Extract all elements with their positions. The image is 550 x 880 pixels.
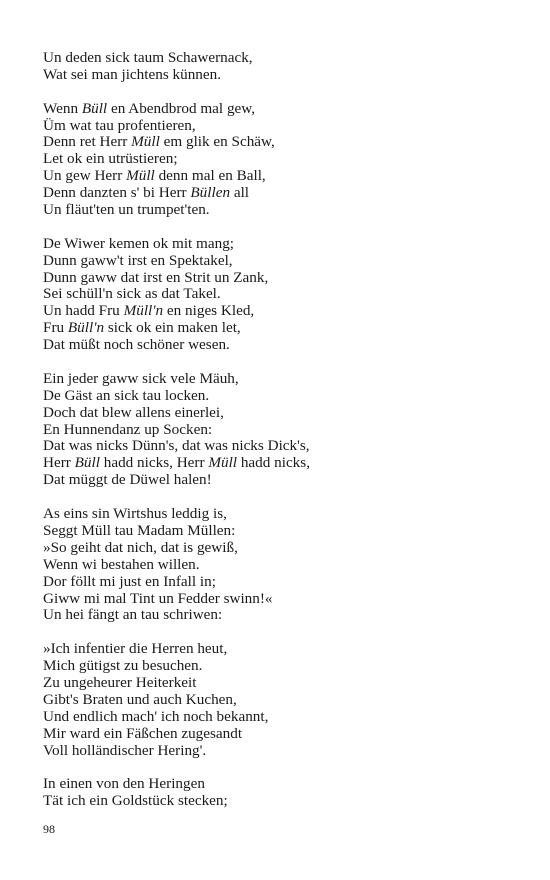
verse-line	[43, 574, 523, 591]
verse-line	[43, 101, 523, 118]
italic-name: Müll'n	[123, 302, 164, 320]
verse-line	[43, 253, 523, 270]
italic-name: Büll	[81, 99, 108, 117]
verse-text: Giww mi mal Tint un Fedder swinn!«	[43, 589, 273, 607]
verse-text: hadd nicks, Herr	[99, 454, 209, 472]
verse-text: Wenn wi bestahen willen.	[43, 555, 200, 573]
verse-text: Denn ret Herr	[43, 133, 132, 151]
verse-text: Ein jeder gaww sick vele Mäuh,	[43, 369, 239, 387]
verse-text: De Gäst an sick tau locken.	[43, 386, 210, 404]
verse-line	[43, 793, 523, 810]
verse-line	[43, 692, 523, 709]
verse-text: Voll holländischer Hering'.	[43, 741, 207, 759]
verse-line	[43, 743, 523, 760]
verse-text: Tät ich ein Goldstück stecken;	[43, 792, 228, 810]
verse-text: hadd nicks,	[237, 454, 310, 472]
verse-text: »So geiht dat nich, dat is gewiß,	[43, 538, 238, 556]
verse-text: en Abendbrod mal gew,	[107, 99, 256, 117]
verse-line	[43, 320, 523, 337]
verse-line	[43, 388, 523, 405]
verse-text: Dat was nicks Dünn's, dat was nicks Dick's,	[43, 437, 310, 455]
verse-text: em glik en Schäw,	[159, 133, 275, 151]
verse-line	[43, 151, 523, 168]
verse-text: Fru	[43, 319, 68, 337]
italic-name: Müll	[126, 167, 155, 185]
verse-line	[43, 337, 523, 354]
verse-line	[43, 607, 523, 624]
verse-text: Un hadd Fru	[43, 302, 124, 320]
stanza	[43, 101, 523, 219]
verse-text: Dor föllt mi just en Infall in;	[43, 572, 216, 590]
verse-line	[43, 134, 523, 151]
verse-line	[43, 118, 523, 135]
verse-text: Gibt's Braten und auch Kuchen,	[43, 690, 237, 708]
verse-line	[43, 523, 523, 540]
verse-text: Dunn gaww dat irst en Strit un Zank,	[43, 268, 269, 286]
stanza	[43, 641, 523, 759]
verse-text: En Hunnendanz up Socken:	[43, 420, 213, 438]
verse-text: Mir ward ein Fäßchen zugesandt	[43, 724, 243, 742]
verse-text: »Ich infentier die Herren heut,	[43, 640, 228, 658]
verse-line	[43, 557, 523, 574]
verse-line	[43, 270, 523, 287]
verse-line	[43, 472, 523, 489]
italic-name: Müll	[131, 133, 160, 151]
verse-text: Un fläut'ten un trumpet'ten.	[43, 201, 210, 219]
stanza	[43, 506, 523, 624]
verse-text: Üm wat tau profentieren,	[43, 116, 196, 134]
verse-text: sick ok ein maken let,	[104, 319, 241, 337]
verse-line	[43, 438, 523, 455]
verse-text: Dat müßt noch schöner wesen.	[43, 336, 230, 354]
verse-text: Denn danzten s' bi Herr	[43, 184, 191, 202]
verse-line	[43, 286, 523, 303]
verse-line	[43, 185, 523, 202]
verse-line	[43, 726, 523, 743]
verse-text: denn mal en Ball,	[154, 167, 266, 185]
verse-text: Un deden sick taum Schawernack,	[43, 49, 253, 66]
stanza	[43, 776, 523, 810]
verse-text: Dat müggt de Düwel halen!	[43, 471, 212, 489]
verse-text: Zu ungeheurer Heiterkeit	[43, 673, 197, 691]
verse-text: De Wiwer kemen ok mit mang;	[43, 234, 235, 252]
verse-line	[43, 67, 523, 84]
stanza	[43, 236, 523, 354]
verse-text: Let ok ein utrüstieren;	[43, 150, 178, 168]
verse-text: Wat sei man jichtens künnen.	[43, 65, 222, 83]
verse-text: Herr	[43, 454, 75, 472]
verse-text: Doch dat blew allens einerlei,	[43, 403, 224, 421]
verse-line	[43, 168, 523, 185]
verse-text: Wenn	[43, 99, 82, 117]
verse-text: In einen von den Heringen	[43, 775, 205, 793]
verse-line	[43, 709, 523, 726]
stanza	[43, 371, 523, 489]
verse-text: Sei schüll'n sick as dat Takel.	[43, 285, 221, 303]
verse-line	[43, 202, 523, 219]
stanza	[43, 50, 523, 84]
verse-text: en niges Kled,	[163, 302, 255, 320]
verse-line	[43, 371, 523, 388]
verse-text: Un hei fängt an tau schriwen:	[43, 606, 223, 624]
verse-line	[43, 658, 523, 675]
verse-text: all	[230, 184, 250, 202]
verse-line	[43, 675, 523, 692]
verse-text: Mich gütigst zu besuchen.	[43, 657, 203, 675]
verse-line	[43, 405, 523, 422]
verse-text: Dunn gaww't irst en Spektakel,	[43, 251, 233, 269]
verse-text: Seggt Müll tau Madam Müllen:	[43, 521, 236, 539]
verse-line	[43, 776, 523, 793]
verse-text: Und endlich mach' ich noch bekannt,	[43, 707, 269, 725]
verse-line	[43, 303, 523, 320]
verse-line	[43, 641, 523, 658]
verse-line	[43, 540, 523, 557]
verse-text: As eins sin Wirtshus leddig is,	[43, 505, 227, 523]
verse-line	[43, 591, 523, 608]
verse-line	[43, 422, 523, 439]
verse-line	[43, 236, 523, 253]
page-number: 98	[43, 822, 55, 836]
italic-name: Büllen	[190, 184, 231, 202]
verse-line	[43, 506, 523, 523]
italic-name: Büll'n	[67, 319, 105, 337]
verse-line	[43, 455, 523, 472]
italic-name: Müll	[208, 454, 238, 472]
italic-name: Büll	[74, 454, 100, 472]
verse-text: Un gew Herr	[43, 167, 127, 185]
verse-line	[43, 50, 523, 67]
poem-text	[43, 50, 523, 827]
